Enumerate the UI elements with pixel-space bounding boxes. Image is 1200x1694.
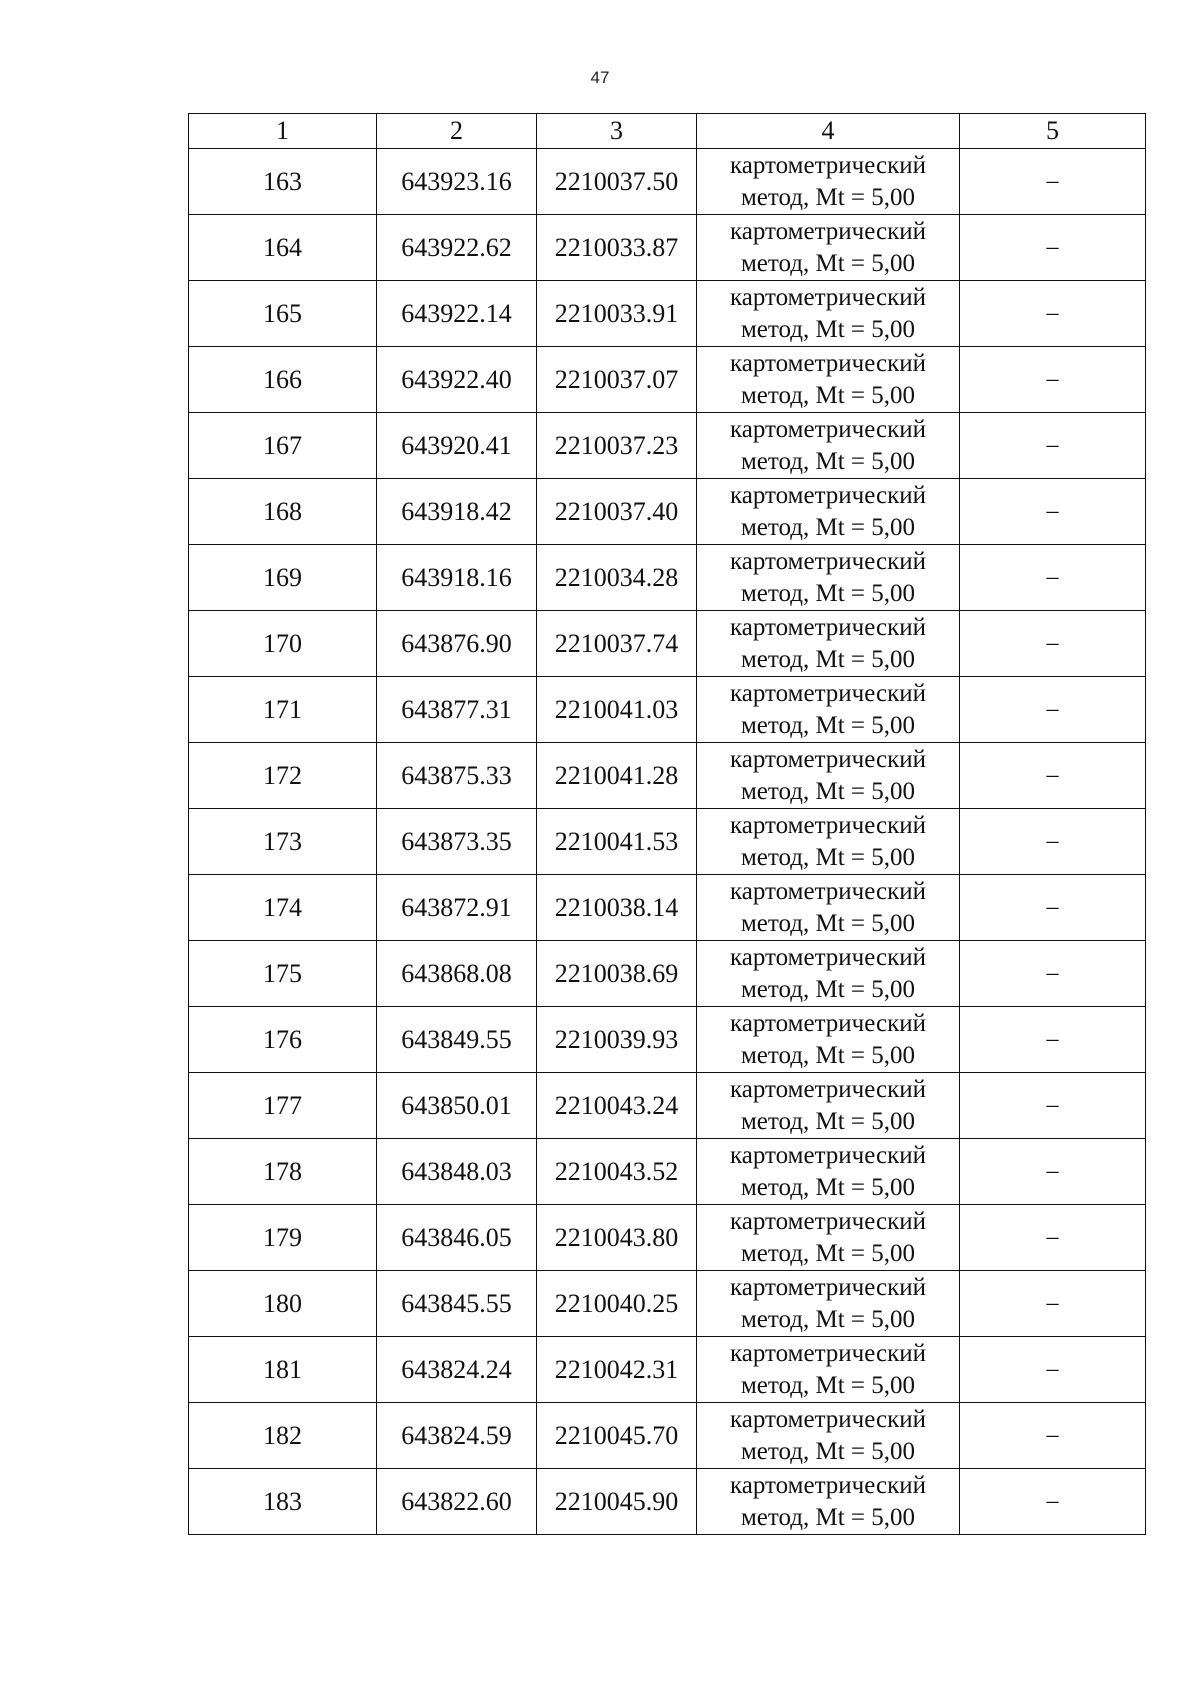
x-coordinate-cell: 643922.62 <box>377 215 537 281</box>
note-cell: – <box>960 1205 1146 1271</box>
x-coordinate-cell: 643848.03 <box>377 1139 537 1205</box>
x-coordinate-cell: 643873.35 <box>377 809 537 875</box>
point-number-cell: 177 <box>189 1073 377 1139</box>
method-accuracy: метод, Mt = 5,00 <box>740 909 916 937</box>
method-name: картометрический <box>730 1207 926 1235</box>
method-accuracy: метод, Mt = 5,00 <box>740 1437 916 1465</box>
method-cell <box>697 281 960 347</box>
y-coordinate-cell: 2210033.91 <box>537 281 697 347</box>
method-accuracy: метод, Mt = 5,00 <box>740 975 916 1003</box>
method-cell <box>697 1469 960 1535</box>
method-cell <box>697 545 960 611</box>
coordinates-table <box>188 113 1146 1535</box>
method-cell <box>697 1337 960 1403</box>
note-cell: – <box>960 1007 1146 1073</box>
note-cell: – <box>960 1337 1146 1403</box>
method-name: картометрический <box>730 1141 926 1169</box>
table-row <box>189 1337 1146 1403</box>
method-name: картометрический <box>730 217 926 245</box>
method-cell <box>697 875 960 941</box>
point-number-cell: 164 <box>189 215 377 281</box>
y-coordinate-cell: 2210043.24 <box>537 1073 697 1139</box>
method-cell <box>697 1139 960 1205</box>
note-cell: – <box>960 149 1146 215</box>
x-coordinate-cell: 643922.14 <box>377 281 537 347</box>
method-cell <box>697 1205 960 1271</box>
y-coordinate-cell: 2210037.07 <box>537 347 697 413</box>
table-row <box>189 875 1146 941</box>
point-number-cell: 167 <box>189 413 377 479</box>
note-cell: – <box>960 875 1146 941</box>
method-name: картометрический <box>730 481 926 509</box>
table-row <box>189 1403 1146 1469</box>
table-row <box>189 1073 1146 1139</box>
x-coordinate-cell: 643920.41 <box>377 413 537 479</box>
table-row <box>189 479 1146 545</box>
header-col-3: 3 <box>537 114 697 149</box>
method-name: картометрический <box>730 349 926 377</box>
y-coordinate-cell: 2210037.23 <box>537 413 697 479</box>
x-coordinate-cell: 643872.91 <box>377 875 537 941</box>
point-number-cell: 169 <box>189 545 377 611</box>
header-col-1: 1 <box>189 114 377 149</box>
table-row <box>189 941 1146 1007</box>
y-coordinate-cell: 2210042.31 <box>537 1337 697 1403</box>
coordinates-table-container <box>188 113 1145 1535</box>
x-coordinate-cell: 643876.90 <box>377 611 537 677</box>
x-coordinate-cell: 643923.16 <box>377 149 537 215</box>
x-coordinate-cell: 643849.55 <box>377 1007 537 1073</box>
note-cell: – <box>960 215 1146 281</box>
point-number-cell: 171 <box>189 677 377 743</box>
method-name: картометрический <box>730 151 926 179</box>
header-col-5: 5 <box>960 114 1146 149</box>
table-row <box>189 347 1146 413</box>
method-name: картометрический <box>730 1009 926 1037</box>
point-number-cell: 178 <box>189 1139 377 1205</box>
y-coordinate-cell: 2210037.50 <box>537 149 697 215</box>
x-coordinate-cell: 643918.16 <box>377 545 537 611</box>
table-row <box>189 611 1146 677</box>
table-row <box>189 1205 1146 1271</box>
method-cell <box>697 809 960 875</box>
x-coordinate-cell: 643845.55 <box>377 1271 537 1337</box>
y-coordinate-cell: 2210037.40 <box>537 479 697 545</box>
method-cell <box>697 413 960 479</box>
method-accuracy: метод, Mt = 5,00 <box>740 1041 916 1069</box>
method-cell <box>697 347 960 413</box>
table-row <box>189 809 1146 875</box>
method-cell <box>697 941 960 1007</box>
note-cell: – <box>960 743 1146 809</box>
method-name: картометрический <box>730 547 926 575</box>
table-row <box>189 743 1146 809</box>
point-number-cell: 170 <box>189 611 377 677</box>
method-accuracy: метод, Mt = 5,00 <box>740 1371 916 1399</box>
method-accuracy: метод, Mt = 5,00 <box>740 315 916 343</box>
point-number-cell: 182 <box>189 1403 377 1469</box>
method-cell <box>697 611 960 677</box>
method-cell <box>697 1007 960 1073</box>
table-row <box>189 149 1146 215</box>
method-accuracy: метод, Mt = 5,00 <box>740 447 916 475</box>
method-accuracy: метод, Mt = 5,00 <box>740 1305 916 1333</box>
table-row <box>189 1271 1146 1337</box>
page-number: 47 <box>590 68 610 87</box>
table-row <box>189 215 1146 281</box>
method-cell <box>697 1073 960 1139</box>
x-coordinate-cell: 643824.24 <box>377 1337 537 1403</box>
method-name: картометрический <box>730 745 926 773</box>
note-cell: – <box>960 479 1146 545</box>
y-coordinate-cell: 2210040.25 <box>537 1271 697 1337</box>
note-cell: – <box>960 677 1146 743</box>
x-coordinate-cell: 643875.33 <box>377 743 537 809</box>
header-col-2: 2 <box>377 114 537 149</box>
method-cell <box>697 1271 960 1337</box>
method-accuracy: метод, Mt = 5,00 <box>740 645 916 673</box>
method-accuracy: метод, Mt = 5,00 <box>740 1173 916 1201</box>
method-name: картометрический <box>730 1471 926 1499</box>
header-col-4: 4 <box>697 114 960 149</box>
point-number-cell: 181 <box>189 1337 377 1403</box>
y-coordinate-cell: 2210037.74 <box>537 611 697 677</box>
method-name: картометрический <box>730 1405 926 1433</box>
y-coordinate-cell: 2210038.69 <box>537 941 697 1007</box>
x-coordinate-cell: 643846.05 <box>377 1205 537 1271</box>
note-cell: – <box>960 413 1146 479</box>
method-name: картометрический <box>730 415 926 443</box>
note-cell: – <box>960 1271 1146 1337</box>
point-number-cell: 173 <box>189 809 377 875</box>
y-coordinate-cell: 2210043.80 <box>537 1205 697 1271</box>
table-row <box>189 1139 1146 1205</box>
table-header-row <box>189 114 1146 149</box>
note-cell: – <box>960 545 1146 611</box>
method-accuracy: метод, Mt = 5,00 <box>740 1107 916 1135</box>
note-cell: – <box>960 1073 1146 1139</box>
note-cell: – <box>960 281 1146 347</box>
table-body <box>189 149 1146 1535</box>
note-cell: – <box>960 347 1146 413</box>
note-cell: – <box>960 941 1146 1007</box>
method-cell <box>697 677 960 743</box>
method-cell <box>697 215 960 281</box>
point-number-cell: 165 <box>189 281 377 347</box>
method-name: картометрический <box>730 943 926 971</box>
x-coordinate-cell: 643824.59 <box>377 1403 537 1469</box>
x-coordinate-cell: 643918.42 <box>377 479 537 545</box>
method-cell <box>697 149 960 215</box>
y-coordinate-cell: 2210033.87 <box>537 215 697 281</box>
point-number-cell: 166 <box>189 347 377 413</box>
note-cell: – <box>960 1469 1146 1535</box>
point-number-cell: 174 <box>189 875 377 941</box>
y-coordinate-cell: 2210034.28 <box>537 545 697 611</box>
method-name: картометрический <box>730 1339 926 1367</box>
point-number-cell: 183 <box>189 1469 377 1535</box>
y-coordinate-cell: 2210043.52 <box>537 1139 697 1205</box>
method-name: картометрический <box>730 877 926 905</box>
method-cell <box>697 743 960 809</box>
table-row <box>189 545 1146 611</box>
y-coordinate-cell: 2210041.03 <box>537 677 697 743</box>
point-number-cell: 176 <box>189 1007 377 1073</box>
method-accuracy: метод, Mt = 5,00 <box>740 381 916 409</box>
y-coordinate-cell: 2210041.53 <box>537 809 697 875</box>
x-coordinate-cell: 643822.60 <box>377 1469 537 1535</box>
method-name: картометрический <box>730 283 926 311</box>
x-coordinate-cell: 643868.08 <box>377 941 537 1007</box>
method-accuracy: метод, Mt = 5,00 <box>740 711 916 739</box>
method-accuracy: метод, Mt = 5,00 <box>740 777 916 805</box>
method-cell <box>697 1403 960 1469</box>
y-coordinate-cell: 2210045.90 <box>537 1469 697 1535</box>
point-number-cell: 163 <box>189 149 377 215</box>
method-name: картометрический <box>730 613 926 641</box>
point-number-cell: 180 <box>189 1271 377 1337</box>
point-number-cell: 168 <box>189 479 377 545</box>
method-accuracy: метод, Mt = 5,00 <box>740 513 916 541</box>
method-accuracy: метод, Mt = 5,00 <box>740 843 916 871</box>
method-accuracy: метод, Mt = 5,00 <box>740 183 916 211</box>
x-coordinate-cell: 643850.01 <box>377 1073 537 1139</box>
method-cell <box>697 479 960 545</box>
method-accuracy: метод, Mt = 5,00 <box>740 579 916 607</box>
point-number-cell: 172 <box>189 743 377 809</box>
y-coordinate-cell: 2210038.14 <box>537 875 697 941</box>
method-accuracy: метод, Mt = 5,00 <box>740 249 916 277</box>
method-name: картометрический <box>730 811 926 839</box>
table-row <box>189 281 1146 347</box>
method-accuracy: метод, Mt = 5,00 <box>740 1503 916 1531</box>
table-row <box>189 677 1146 743</box>
point-number-cell: 179 <box>189 1205 377 1271</box>
method-name: картометрический <box>730 1075 926 1103</box>
note-cell: – <box>960 1139 1146 1205</box>
method-name: картометрический <box>730 679 926 707</box>
note-cell: – <box>960 611 1146 677</box>
method-name: картометрический <box>730 1273 926 1301</box>
point-number-cell: 175 <box>189 941 377 1007</box>
table-row <box>189 1469 1146 1535</box>
table-row <box>189 1007 1146 1073</box>
x-coordinate-cell: 643922.40 <box>377 347 537 413</box>
note-cell: – <box>960 1403 1146 1469</box>
table-row <box>189 413 1146 479</box>
y-coordinate-cell: 2210039.93 <box>537 1007 697 1073</box>
x-coordinate-cell: 643877.31 <box>377 677 537 743</box>
y-coordinate-cell: 2210041.28 <box>537 743 697 809</box>
note-cell: – <box>960 809 1146 875</box>
method-accuracy: метод, Mt = 5,00 <box>740 1239 916 1267</box>
y-coordinate-cell: 2210045.70 <box>537 1403 697 1469</box>
